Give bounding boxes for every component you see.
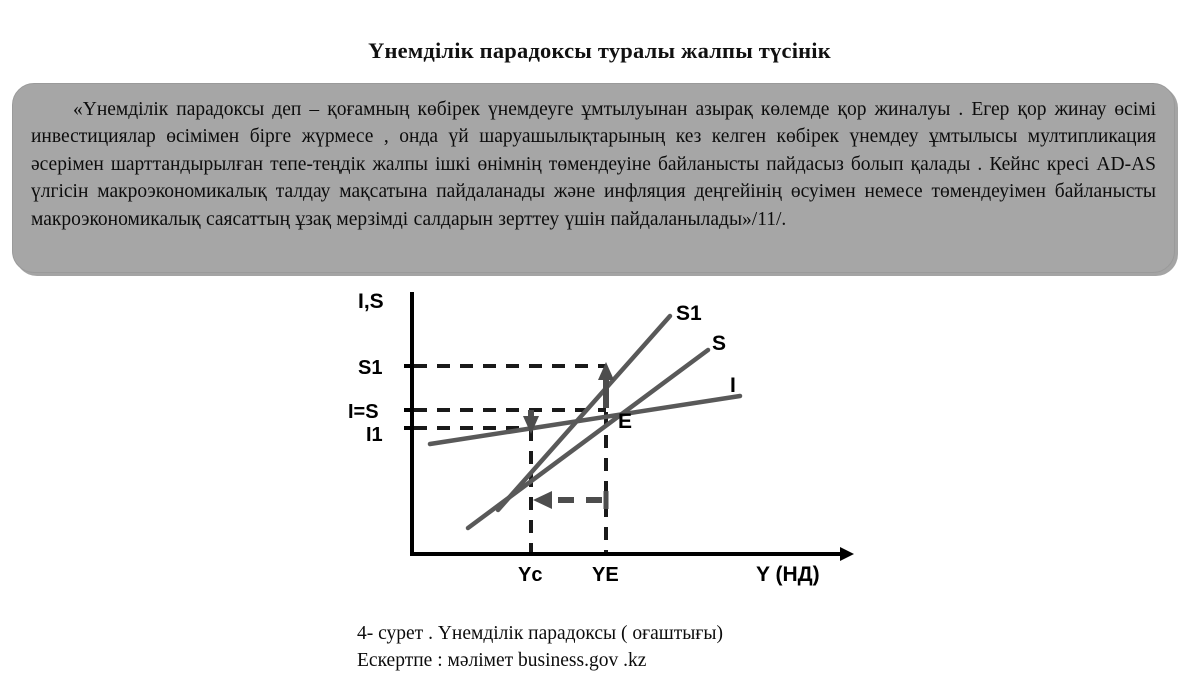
caption-line-source: Ескертпе : мәлімет business.gov .kz bbox=[357, 650, 647, 671]
quote-text: «Үнемділік парадоксы деп – қоғамның көбірек үнемдеуге ұмтылуынан азырақ көлемде қор жиналуы . Егер қор жинау өсімі инвестициялар өсімімен бірге жүрмесе , онда үй шаруашылықтарының кез келген көбірек үнемдеу ұмтылысы мултипликация әсерімен шарттандырылған тепе-теңдік жалпы ішкі өнімнің төмендеуіне байланысты пайдасыз болып қалады . Кейнс кресі AD-AS үлгісін макроэкономикалық талдау мақсатына пайдаланады және инфляция деңгейінің өсуімен немесе төмендеуімен байланысты макроэкономикалық саясаттың ұзақ мерзімді салдарын зерттеу үшін пайдаланылады»/11/. bbox=[31, 99, 1156, 230]
x-axis-title: Y (НД) bbox=[756, 563, 820, 586]
x-axis-arrowhead bbox=[840, 547, 854, 561]
income-decrease-arrow bbox=[533, 491, 606, 509]
income-decrease-arrow-head bbox=[533, 491, 552, 509]
curve-label-s: S bbox=[712, 332, 727, 355]
y-tick-label-s1: S1 bbox=[358, 357, 383, 379]
curve-label-s1: S1 bbox=[676, 302, 702, 325]
chart-curves bbox=[430, 316, 740, 528]
y-axis-title: I,S bbox=[358, 290, 384, 313]
page-title: Үнемділік парадоксы туралы жалпы түсінік bbox=[368, 38, 831, 63]
curve-i-line bbox=[430, 396, 740, 444]
point-label-e: E bbox=[618, 410, 633, 433]
x-tick-label-yc: Yc bbox=[518, 564, 543, 586]
chart-guide-lines bbox=[414, 366, 606, 552]
y-tick-label-i1: I1 bbox=[366, 424, 383, 446]
chart-svg bbox=[340, 288, 860, 588]
figure-paradox-of-thrift bbox=[340, 288, 860, 588]
figure-caption bbox=[357, 620, 977, 674]
caption-line-title: 4- сурет . Үнемділік парадоксы ( оғаштығы) bbox=[357, 623, 723, 644]
y-tick-label-i-equals-s: I=S bbox=[348, 401, 379, 423]
x-tick-label-ye: YE bbox=[592, 564, 619, 586]
chart-labels bbox=[348, 290, 820, 586]
curve-label-i: I bbox=[730, 374, 736, 397]
quote-callout-box bbox=[12, 83, 1175, 273]
